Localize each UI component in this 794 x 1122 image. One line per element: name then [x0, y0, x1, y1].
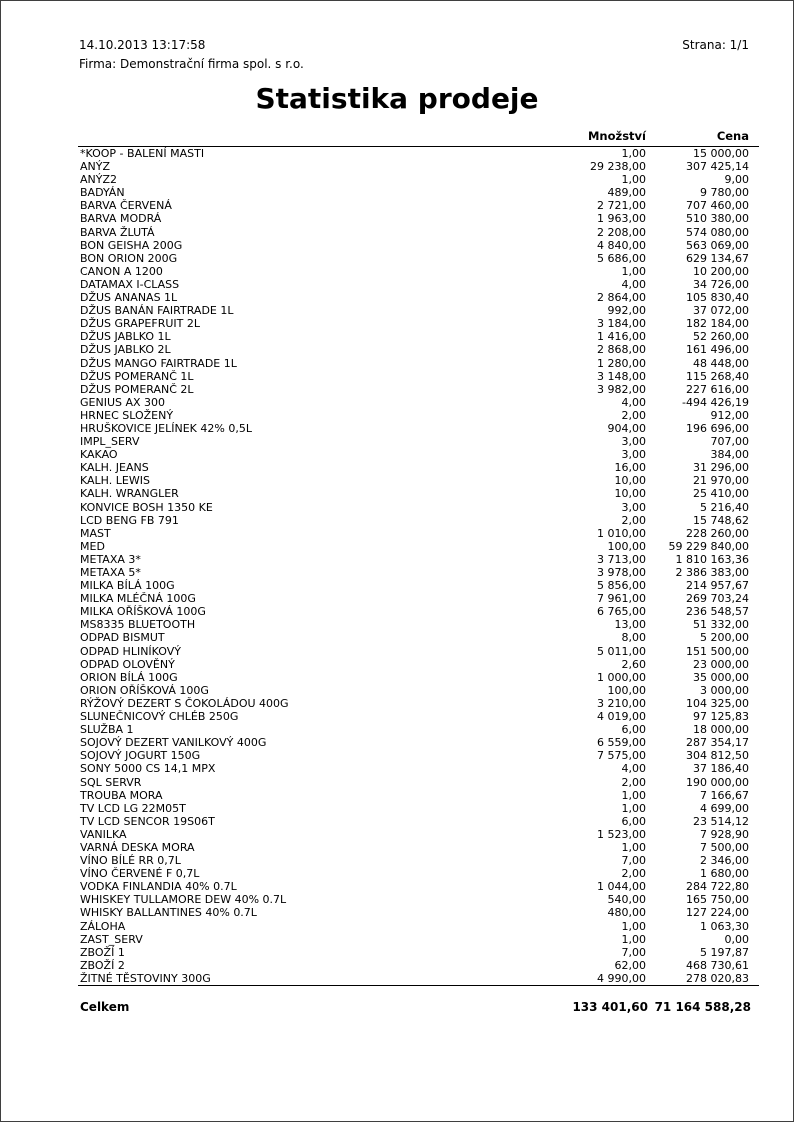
table-row — [78, 383, 759, 396]
table-row — [78, 409, 759, 422]
product-name: CANON A 1200 — [80, 264, 163, 278]
table-row — [78, 893, 759, 906]
quantity-value: 1 416,00 — [597, 330, 646, 344]
quantity-value: 1 000,00 — [597, 670, 646, 684]
product-name: KALH. JEANS — [80, 461, 149, 475]
price-value: 1 810 163,36 — [675, 552, 749, 566]
table-row — [78, 710, 759, 723]
price-value: 287 354,17 — [686, 736, 749, 750]
product-name: IMPL_SERV — [80, 435, 140, 449]
price-value: 190 000,00 — [686, 775, 749, 789]
quantity-value: 7,00 — [621, 945, 646, 959]
product-name: BARVA MODRÁ — [80, 212, 162, 226]
table-row — [78, 304, 759, 317]
quantity-value: 2,00 — [621, 867, 646, 881]
table-row — [78, 540, 759, 553]
quantity-value: 6,00 — [621, 814, 646, 828]
table-row — [78, 226, 759, 239]
table-row — [78, 946, 759, 959]
price-value: 227 616,00 — [686, 382, 749, 396]
product-name: BARVA ČERVENÁ — [80, 199, 172, 213]
product-name: KALH. LEWIS — [80, 474, 150, 488]
product-name: DŽUS BANÁN FAIRTRADE 1L — [80, 304, 234, 318]
table-row — [78, 357, 759, 370]
price-value: 151 500,00 — [686, 644, 749, 658]
product-name: KALH. WRANGLER — [80, 487, 179, 501]
product-name: DŽUS ANANAS 1L — [80, 291, 178, 305]
product-name: TV LCD SENCOR 19S06T — [80, 814, 215, 828]
product-name: DŽUS POMERANČ 1L — [80, 369, 194, 383]
price-value: 629 134,67 — [686, 251, 749, 265]
table-row — [78, 370, 759, 383]
quantity-value: 62,00 — [614, 958, 646, 972]
quantity-value: 1,00 — [621, 147, 646, 160]
table-row — [78, 160, 759, 173]
price-value: 510 380,00 — [686, 212, 749, 226]
quantity-value: 16,00 — [614, 461, 646, 475]
table-row — [78, 501, 759, 514]
quantity-value: 1,00 — [621, 801, 646, 815]
price-value: 7 928,90 — [700, 827, 749, 841]
table-row — [78, 749, 759, 762]
product-name: BADYÁN — [80, 186, 125, 200]
price-value: 196 696,00 — [686, 421, 749, 435]
table-row — [78, 278, 759, 291]
quantity-value: 3 713,00 — [597, 552, 646, 566]
table-row — [78, 762, 759, 775]
quantity-value: 1 963,00 — [597, 212, 646, 226]
table-row — [78, 880, 759, 893]
quantity-value: 3 978,00 — [597, 566, 646, 579]
table-row — [78, 854, 759, 867]
price-value: 25 410,00 — [693, 487, 749, 501]
table-row — [78, 828, 759, 841]
price-value: 236 548,57 — [686, 605, 749, 619]
quantity-value: 29 238,00 — [590, 160, 646, 174]
product-name: SQL SERVR — [80, 775, 142, 789]
quantity-value: 3 184,00 — [597, 317, 646, 331]
table-row — [78, 487, 759, 500]
product-name: ORION OŘÍŠKOVÁ 100G — [80, 683, 209, 697]
product-name: ANÝZ — [80, 160, 111, 174]
quantity-value: 2,00 — [621, 775, 646, 789]
total-quantity-value: 133 401,60 — [572, 1000, 648, 1014]
table-row — [78, 527, 759, 540]
table-row — [78, 422, 759, 435]
product-name: VANILKA — [80, 827, 127, 841]
table-row — [78, 867, 759, 880]
product-name: BARVA ŽLUTÁ — [80, 225, 155, 239]
price-value: 31 296,00 — [693, 461, 749, 475]
product-name: VÍNO BÍLÉ RR 0,7L — [80, 854, 181, 868]
table-row — [78, 474, 759, 487]
product-name: HRUŠKOVICE JELÍNEK 42% 0,5L — [80, 421, 252, 435]
quantity-value: 1,00 — [621, 840, 646, 854]
quantity-value: 480,00 — [607, 906, 646, 920]
quantity-value: 2 864,00 — [597, 291, 646, 305]
product-name: VÍNO ČERVENÉ F 0,7L — [80, 867, 200, 881]
quantity-value: 7 575,00 — [597, 749, 646, 763]
table-row — [78, 920, 759, 933]
quantity-value: 2 208,00 — [597, 225, 646, 239]
total-price-value: 71 164 588,28 — [654, 1000, 751, 1014]
quantity-value: 992,00 — [607, 304, 646, 318]
table-row — [78, 553, 759, 566]
price-value: 9 780,00 — [700, 186, 749, 200]
product-name: KAKAO — [80, 448, 118, 462]
table-body — [78, 147, 759, 986]
table-row — [78, 841, 759, 854]
product-name: ZBOŽÍ 1 — [80, 945, 125, 959]
price-value: 9,00 — [724, 173, 749, 187]
quantity-value: 1 523,00 — [597, 827, 646, 841]
product-name: SLUŽBA 1 — [80, 723, 134, 737]
price-value: 15 748,62 — [693, 513, 749, 527]
product-name: DATAMAX I-CLASS — [80, 277, 180, 291]
table-row — [78, 396, 759, 409]
product-name: MS8335 BLUETOOTH — [80, 618, 196, 632]
product-name: ODPAD OLOVĚNÝ — [80, 657, 175, 671]
quantity-value: 5 011,00 — [597, 644, 646, 658]
product-name: ANÝZ2 — [80, 173, 118, 187]
price-value: 35 000,00 — [693, 670, 749, 684]
quantity-value: 10,00 — [614, 487, 646, 501]
price-value: 23 000,00 — [693, 657, 749, 671]
table-row — [78, 579, 759, 592]
product-name: WHISKY BALLANTINES 40% 0.7L — [80, 906, 257, 920]
quantity-value: 13,00 — [614, 618, 646, 632]
table-row — [78, 448, 759, 461]
quantity-value: 7 961,00 — [597, 592, 646, 606]
product-name: VODKA FINLANDIA 40% 0.7L — [80, 880, 237, 894]
quantity-value: 4,00 — [621, 762, 646, 776]
quantity-value: 2 868,00 — [597, 343, 646, 357]
product-name: DŽUS MANGO FAIRTRADE 1L — [80, 356, 237, 370]
table-row — [78, 645, 759, 658]
quantity-value: 3 982,00 — [597, 382, 646, 396]
table-row — [78, 618, 759, 631]
report-meta — [79, 38, 749, 52]
table-row — [78, 239, 759, 252]
report-datetime: 14.10.2013 13:17:58 — [79, 38, 206, 52]
quantity-value: 1,00 — [621, 264, 646, 278]
product-name: MILKA MLÉČNÁ 100G — [80, 592, 196, 606]
product-name: MAST — [80, 526, 111, 540]
product-name: TV LCD LG 22M05T — [80, 801, 186, 815]
product-name: SONY 5000 CS 14,1 MPX — [80, 762, 216, 776]
price-value: 1 680,00 — [700, 867, 749, 881]
table-row — [78, 592, 759, 605]
price-value: 7 166,67 — [700, 788, 749, 802]
price-value: 37 072,00 — [693, 304, 749, 318]
price-value: 2 346,00 — [700, 854, 749, 868]
product-name: DŽUS JABLKO 2L — [80, 343, 171, 357]
price-value: 48 448,00 — [693, 356, 749, 370]
table-row — [78, 684, 759, 697]
product-name: SLUNEČNICOVÝ CHLÉB 250G — [80, 710, 239, 724]
product-name: DŽUS JABLKO 1L — [80, 330, 171, 344]
price-value: 165 750,00 — [686, 893, 749, 907]
total-row — [78, 1000, 759, 1015]
product-name: MILKA BÍLÁ 100G — [80, 579, 175, 593]
price-value: 0,00 — [724, 932, 749, 946]
quantity-value: 2,60 — [621, 657, 646, 671]
quantity-value: 4 019,00 — [597, 710, 646, 724]
table-header-row — [78, 129, 759, 147]
price-value: 15 000,00 — [693, 147, 749, 160]
price-value: 563 069,00 — [686, 238, 749, 252]
table-row — [78, 514, 759, 527]
quantity-value: 1 010,00 — [597, 526, 646, 540]
table-row — [78, 815, 759, 828]
quantity-value: 4 840,00 — [597, 238, 646, 252]
price-value: 707 460,00 — [686, 199, 749, 213]
product-name: ZÁLOHA — [80, 919, 126, 933]
quantity-value: 100,00 — [607, 683, 646, 697]
quantity-value: 4 990,00 — [597, 971, 646, 985]
product-name: HRNEC SLOŽENÝ — [80, 408, 174, 422]
product-name: KONVICE BOSH 1350 KE — [80, 500, 213, 514]
table-row — [78, 147, 759, 160]
price-value: 468 730,61 — [686, 958, 749, 972]
table-row — [78, 212, 759, 225]
table-row — [78, 789, 759, 802]
quantity-value: 1,00 — [621, 173, 646, 187]
price-value: 1 063,30 — [700, 919, 749, 933]
page-number: Strana: 1/1 — [682, 38, 749, 52]
product-name: VARNÁ DESKA MORA — [80, 840, 195, 854]
quantity-value: 10,00 — [614, 474, 646, 488]
price-value: 5 200,00 — [700, 631, 749, 645]
product-name: DŽUS POMERANČ 2L — [80, 382, 194, 396]
table-row — [78, 906, 759, 919]
product-name: METAXA 5* — [80, 566, 141, 579]
price-value: 115 268,40 — [686, 369, 749, 383]
table-row — [78, 972, 759, 985]
table-row — [78, 671, 759, 684]
price-value: 37 186,40 — [693, 762, 749, 776]
table-row — [78, 959, 759, 972]
sales-statistics-table — [78, 129, 759, 1015]
price-value: 23 514,12 — [693, 814, 749, 828]
product-name: SOJOVÝ JOGURT 150G — [80, 749, 201, 763]
price-value: 3 000,00 — [700, 683, 749, 697]
price-value: 161 496,00 — [686, 343, 749, 357]
quantity-value: 2 721,00 — [597, 199, 646, 213]
price-value: 707,00 — [710, 435, 749, 449]
product-name: BON ORION 200G — [80, 251, 178, 265]
product-name: ODPAD BISMUT — [80, 631, 165, 645]
table-row — [78, 697, 759, 710]
product-name: WHISKEY TULLAMORE DEW 40% 0.7L — [80, 893, 287, 907]
product-name: ZAST_SERV — [80, 932, 143, 946]
table-row — [78, 631, 759, 644]
quantity-value: 540,00 — [607, 893, 646, 907]
table-row — [78, 435, 759, 448]
price-value: 278 020,83 — [686, 971, 749, 985]
price-value: 574 080,00 — [686, 225, 749, 239]
table-row — [78, 173, 759, 186]
report-title: Statistika prodeje — [255, 82, 539, 115]
price-value: 34 726,00 — [693, 277, 749, 291]
price-value: 127 224,00 — [686, 906, 749, 920]
price-value: 912,00 — [710, 408, 749, 422]
table-row — [78, 330, 759, 343]
table-row — [78, 343, 759, 356]
quantity-value: 3,00 — [621, 435, 646, 449]
total-label: Celkem — [80, 1000, 130, 1014]
table-row — [78, 317, 759, 330]
price-value: 4 699,00 — [700, 801, 749, 815]
price-value: 7 500,00 — [700, 840, 749, 854]
price-value: 307 425,14 — [686, 160, 749, 174]
product-name: RÝŽOVÝ DEZERT S ČOKOLÁDOU 400G — [80, 696, 289, 710]
price-value: 10 200,00 — [693, 264, 749, 278]
quantity-value: 2,00 — [621, 408, 646, 422]
product-name: BON GEISHA 200G — [80, 238, 183, 252]
product-name: MED — [80, 539, 105, 553]
column-header-product — [78, 129, 506, 144]
quantity-value: 3 210,00 — [597, 696, 646, 710]
product-name: ŽITNÉ TĚSTOVINY 300G — [80, 971, 211, 985]
table-row — [78, 461, 759, 474]
table-row — [78, 566, 759, 579]
quantity-value: 4,00 — [621, 395, 646, 409]
price-value: 97 125,83 — [693, 710, 749, 724]
table-row — [78, 802, 759, 815]
price-value: 269 703,24 — [686, 592, 749, 606]
quantity-value: 489,00 — [607, 186, 646, 200]
table-row — [78, 605, 759, 618]
product-name: TROUBA MORA — [80, 788, 163, 802]
price-value: 182 184,00 — [686, 317, 749, 331]
table-row — [78, 658, 759, 671]
price-value: 284 722,80 — [686, 880, 749, 894]
price-value: 104 325,00 — [686, 696, 749, 710]
price-value: 18 000,00 — [693, 723, 749, 737]
price-value: 105 830,40 — [686, 291, 749, 305]
table-row — [78, 776, 759, 789]
quantity-value: 1 044,00 — [597, 880, 646, 894]
price-value: 228 260,00 — [686, 526, 749, 540]
quantity-value: 6 765,00 — [597, 605, 646, 619]
price-value: 5 216,40 — [700, 500, 749, 514]
quantity-value: 3,00 — [621, 500, 646, 514]
product-name: SOJOVÝ DEZERT VANILKOVÝ 400G — [80, 736, 267, 750]
quantity-value: 1,00 — [621, 919, 646, 933]
product-name: GENIUS AX 300 — [80, 395, 166, 409]
table-row — [78, 933, 759, 946]
table-row — [78, 265, 759, 278]
price-value: 384,00 — [710, 448, 749, 462]
quantity-value: 6,00 — [621, 723, 646, 737]
quantity-value: 100,00 — [607, 539, 646, 553]
quantity-value: 1 280,00 — [597, 356, 646, 370]
quantity-value: 3,00 — [621, 448, 646, 462]
price-value: 214 957,67 — [686, 579, 749, 593]
product-name: METAXA 3* — [80, 552, 141, 566]
product-name: ZBOŽÍ 2 — [80, 958, 125, 972]
company-line: Firma: Demonstrační firma spol. s r.o. — [79, 57, 304, 71]
price-value: 2 386 383,00 — [675, 566, 749, 579]
quantity-value: 1,00 — [621, 932, 646, 946]
price-value: 52 260,00 — [693, 330, 749, 344]
quantity-value: 1,00 — [621, 788, 646, 802]
column-header-quantity: Množství — [587, 129, 646, 143]
quantity-value: 2,00 — [621, 513, 646, 527]
product-name: DŽUS GRAPEFRUIT 2L — [80, 317, 200, 331]
price-value: 304 812,50 — [686, 749, 749, 763]
quantity-value: 8,00 — [621, 631, 646, 645]
product-name: ORION BÍLÁ 100G — [80, 670, 178, 684]
price-value: 21 970,00 — [693, 474, 749, 488]
quantity-value: 6 559,00 — [597, 736, 646, 750]
price-value: -494 426,19 — [682, 395, 749, 409]
quantity-value: 4,00 — [621, 277, 646, 291]
product-name: MILKA OŘÍŠKOVÁ 100G — [80, 605, 206, 619]
product-name: *KOOP - BALENÍ MASTI — [80, 147, 205, 160]
product-name: ODPAD HLINÍKOVÝ — [80, 644, 181, 658]
price-value: 51 332,00 — [693, 618, 749, 632]
column-header-price: Cena — [716, 129, 749, 143]
quantity-value: 7,00 — [621, 854, 646, 868]
product-name: LCD BENG FB 791 — [80, 513, 179, 527]
quantity-value: 5 856,00 — [597, 579, 646, 593]
price-value: 59 229 840,00 — [668, 539, 749, 553]
price-value: 5 197,87 — [700, 945, 749, 959]
table-row — [78, 291, 759, 304]
table-row — [78, 252, 759, 265]
quantity-value: 5 686,00 — [597, 251, 646, 265]
table-row — [78, 723, 759, 736]
quantity-value: 904,00 — [607, 421, 646, 435]
table-row — [78, 186, 759, 199]
table-row — [78, 736, 759, 749]
quantity-value: 3 148,00 — [597, 369, 646, 383]
table-row — [78, 199, 759, 212]
